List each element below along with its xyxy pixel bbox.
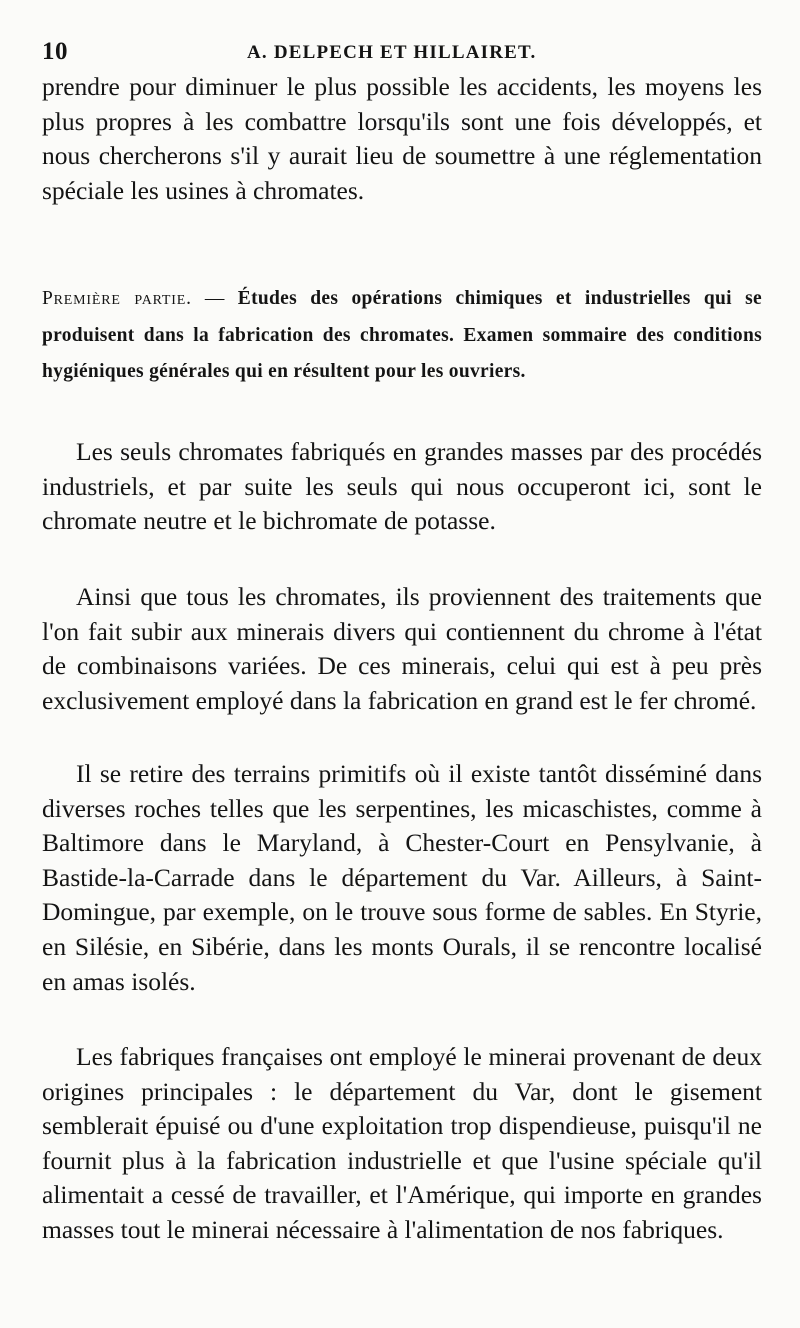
page-header — [42, 32, 762, 72]
paragraph-continuation: prendre pour diminuer le plus possible les accidents, les moyens les plus propres à les combattre lorsqu'ils sont une fois développés, et nous chercherons s'il y aurait lieu de soumettre à une réglementation spéciale les usines à chromates. — [42, 72, 762, 205]
section-part-label: Première partie. — [42, 288, 192, 309]
paragraph: Les fabriques françaises ont employé le minerai provenant de deux origines principales : le département du Var, dont le gisement semblerait épuisé ou d'une exploitation trop dispendieuse, puisqu'il ne fournit plus à la fabrication industrielle et que l'usine spéciale qu'il alimentait a cessé de travailler, et l'Amérique, qui importe en grandes masses tout le minerai nécessaire à l'alimentation de nos fabriques. — [42, 1042, 762, 1244]
paragraph: Ainsi que tous les chromates, ils proviennent des traitements que l'on fait subir aux minerais divers qui contiennent du chrome à l'état de combinaisons variées. De ces minerais, celui qui est à peu près exclusivement employé dans la fabrication en grand est le fer chromé. — [42, 582, 762, 715]
section-dash: — — [204, 288, 225, 309]
paragraph: Les seuls chromates fabriqués en grandes masses par des procédés industriels, et par suite les seuls qui nous occuperont ici, sont le chromate neutre et le bichromate de potasse. — [42, 437, 762, 536]
running-head: A. DELPECH ET HILLAIRET. — [247, 42, 537, 63]
section-title: Études des opérations chimiques et industrielles qui se produisent dans la fabrication des chromates. Examen sommaire des conditions hygiéniques générales qui en résultent pour les ouvriers. — [42, 288, 762, 382]
page-number: 10 — [42, 38, 68, 65]
section-heading — [42, 281, 762, 391]
paragraph: Il se retire des terrains primitifs où il existe tantôt disséminé dans diverses roches telles que les serpentines, les micaschistes, comme à Baltimore dans le Maryland, à Chester-Court en Pensylvanie, à Bastide-la-Carrade dans le département du Var. Ailleurs, à Saint-Domingue, par exemple, on le trouve sous forme de sables. En Styrie, en Silésie, en Sibérie, dans les monts Ourals, il se rencontre localisé en amas isolés. — [42, 759, 762, 996]
